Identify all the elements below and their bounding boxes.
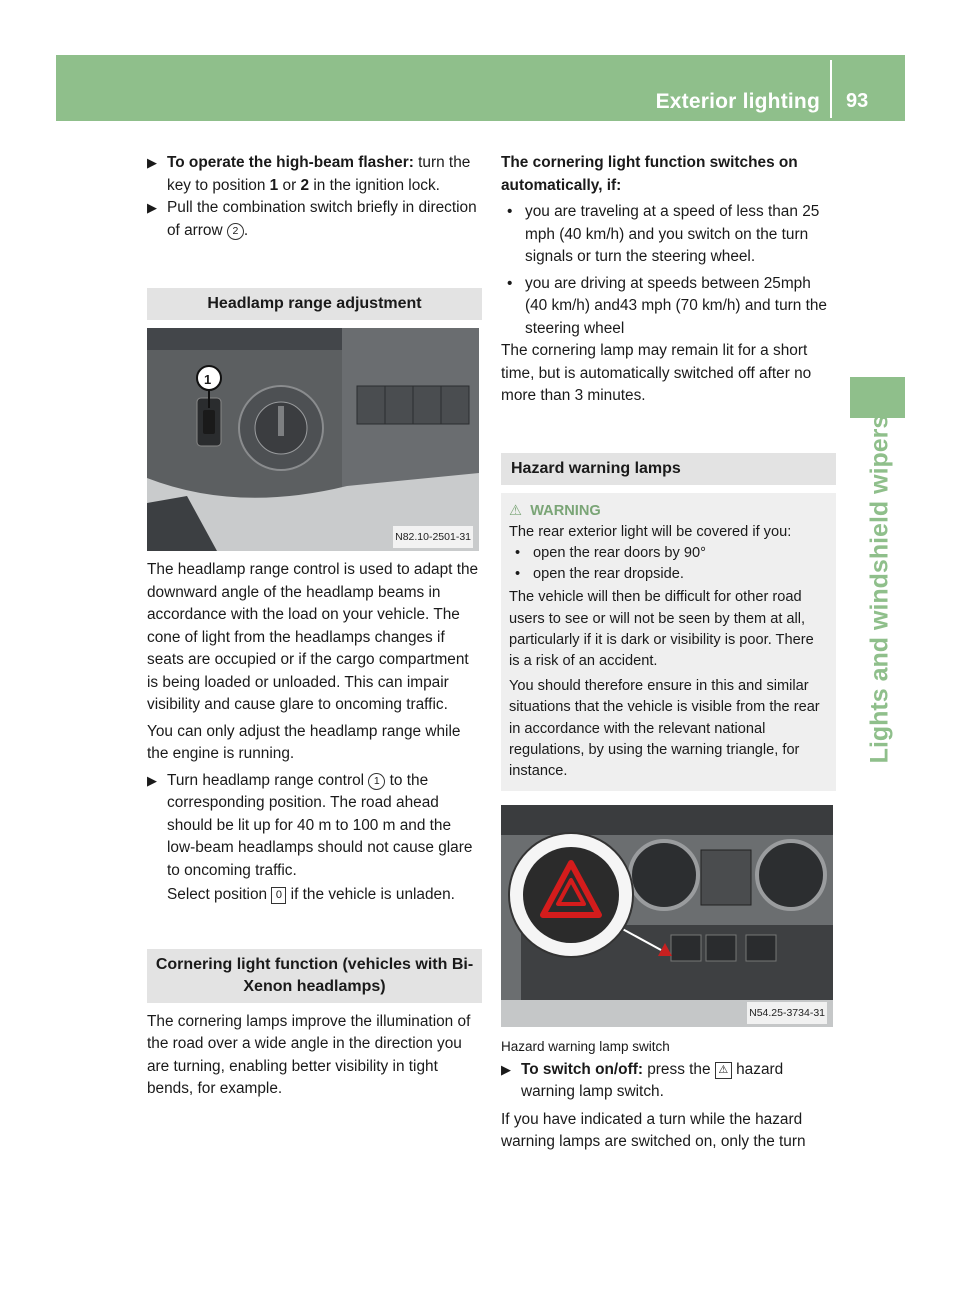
step-arrow-icon: ▶ (147, 200, 157, 215)
bullet-icon: • (515, 544, 521, 561)
callout-1: 1 (204, 372, 212, 387)
cornering-para: The cornering lamps improve the illumination of the road over a wide angle in the direction you are turning, enabling better visibility in tight bends, for example. (147, 1012, 471, 1097)
cornering-para2: The cornering lamp may remain lit for a short time, but is automatically switched off after no more than 3 minutes. (501, 342, 812, 404)
header-divider (830, 60, 832, 118)
warning-triangle-icon: ⚠ (509, 502, 523, 519)
side-tab-block (850, 377, 905, 418)
page-number: 93 (846, 90, 869, 112)
headlamp-heading: Headlamp range adjustment (147, 288, 482, 320)
auto-bullet-2: • you are driving at speeds between 25mph (40 km/h) and43 mph (70 km/h) and turn the steering wheel (507, 274, 827, 337)
hazard-caption: Hazard warning lamp switch (501, 1039, 670, 1055)
step-arrow-icon: ▶ (501, 1061, 511, 1077)
headlamp-para1: The headlamp range control is used to adapt the downward angle of the headlamp beams in accordance with the load on your vehicle. The cone of light from the headlamps changes if seats are occupied or if the cargo compartment is being loaded or unloaded. This can impair visibility and cause glare to oncoming traffic. (147, 561, 479, 713)
headlamp-photo (147, 328, 479, 551)
hazard-photo-code: N54.25-3734-31 (747, 1002, 827, 1025)
pull-step: ▶ Pull the combination switch briefly in direction of arrow 2 . (147, 199, 477, 239)
warning-title: ⚠ WARNING (509, 502, 601, 519)
bullet-icon: • (515, 566, 521, 583)
flasher-step: ▶ To operate the high-beam flasher: turn the key to position 1 or 2 in the ignition lock. (147, 154, 471, 194)
auto-bullet-1: • you are traveling at a speed of less than 25 mph (40 km/h) and you switch on the turn signals or turn the steering wheel. (507, 203, 820, 265)
select-position: Select position 0 if the vehicle is unladen. (167, 886, 455, 903)
warning-bullet-2: • open the rear dropside. (509, 564, 826, 585)
step-arrow-icon: ▶ (147, 772, 157, 788)
hazard-heading: Hazard warning lamps (501, 453, 836, 485)
position-0-icon: 0 (271, 887, 286, 904)
headlamp-photo-code: N82.10-2501-31 (393, 526, 473, 549)
marker-2-icon: 2 (227, 223, 244, 240)
warning-box (501, 493, 836, 792)
hazard-photo (501, 805, 833, 1027)
headlamp-para2: You can only adjust the headlamp range while the engine is running. (147, 722, 461, 762)
right-column (501, 152, 836, 1154)
warning-bullet-1: • open the rear doors by 90° (509, 543, 826, 564)
warning-para1: The vehicle will then be difficult for other road users to see or will not be seen by them at all, particularly if it is dark or visibility is poor. There is a risk of an accident. (509, 589, 814, 669)
bullet-icon: • (507, 203, 513, 220)
hazard-switch-icon: ⚠ (715, 1062, 732, 1079)
final-para: If you have indicated a turn while the hazard warning lamps are switched on, only the turn (501, 1110, 806, 1151)
section-title: Exterior lighting (655, 90, 820, 113)
turn-step: ▶ Turn headlamp range control 1 to the corresponding position. The road ahead should be lit up for 40 m to 100 m and the low-beam headlamps should not cause glare to oncoming traffic. (147, 771, 473, 879)
warning-line1: The rear exterior light will be covered if you: (509, 523, 792, 540)
switch-step: ▶ To switch on/off: press the ⚠ hazard warning lamp switch. (501, 1060, 784, 1101)
marker-1-icon: 1 (368, 773, 385, 790)
cornering-heading: Cornering light function (vehicles with Bi-Xenon headlamps) (147, 949, 482, 1003)
side-tab-label: Lights and windshield wipers (865, 414, 894, 764)
bullet-icon: • (507, 274, 513, 292)
step-arrow-icon: ▶ (147, 155, 157, 170)
left-column (147, 152, 482, 1101)
warning-para2: You should therefore ensure in this and similar situations that the vehicle is visible from the rear in accordance with the relevant national regulations, by using the warning triangle, for instance. (509, 678, 820, 779)
auto-heading: The cornering light function switches on automatically, if: (501, 154, 798, 194)
